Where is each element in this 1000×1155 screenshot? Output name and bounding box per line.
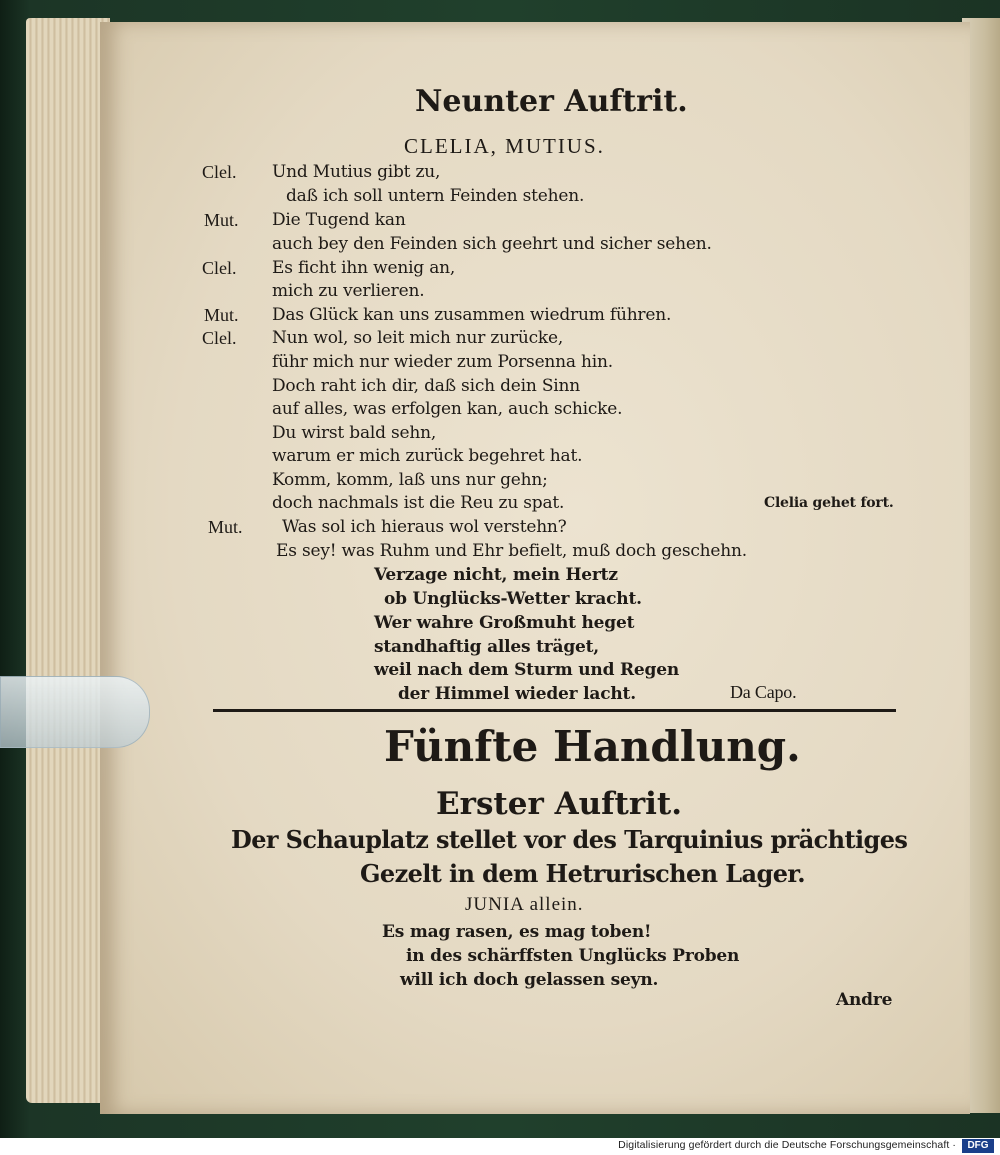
aria-line: Wer wahre Großmuht heget — [374, 613, 635, 633]
setting-line: Gezelt in dem Hetrurischen Lager. — [360, 859, 805, 888]
verse-line: Doch raht ich dir, daß sich dein Sinn — [272, 376, 581, 396]
catchword: Andre — [836, 990, 893, 1010]
verse-line: mich zu verlieren. — [272, 281, 425, 301]
verse-line: auf alles, was erfolgen kan, auch schicke. — [272, 399, 623, 419]
verse-line: auch bey den Feinden sich geehrt und sicher sehen. — [272, 234, 712, 254]
verse-line: führ mich nur wieder zum Porsenna hin. — [272, 352, 613, 372]
aria-line: standhaftig alles träget, — [374, 637, 600, 657]
da-capo-mark: Da Capo. — [730, 682, 797, 702]
aria-line: ob Unglücks-Wetter kracht. — [384, 589, 642, 609]
verse-line: Nun wol, so leit mich nur zurücke, — [272, 328, 564, 348]
aria2-line: Es mag rasen, es mag toben! — [382, 922, 652, 942]
aria2-line: will ich doch gelassen seyn. — [400, 970, 659, 990]
verse-line: Die Tugend kan — [272, 210, 406, 230]
speaker-label: Clel. — [202, 258, 237, 278]
speaker-label: Mut. — [208, 517, 243, 537]
aria-line: der Himmel wieder lacht. — [398, 684, 636, 704]
verse-line: Komm, komm, laß uns nur gehn; — [272, 470, 548, 490]
verse-line: Es sey! was Ruhm und Ehr befielt, muß doch geschehn. — [276, 541, 747, 561]
act-title: Fünfte Handlung. — [384, 722, 801, 771]
verse-line: Und Mutius gibt zu, — [272, 162, 441, 182]
verse-line: Was sol ich hieraus wol verstehn? — [282, 517, 567, 537]
verse-line: warum er mich zurück begehret hat. — [272, 446, 583, 466]
verse-line: daß ich soll untern Feinden stehen. — [286, 186, 585, 206]
verse-line: doch nachmals ist die Reu zu spat. — [272, 493, 565, 513]
speaker-label: Clel. — [202, 162, 237, 182]
scene-title: Neunter Auftrit. — [415, 84, 688, 119]
character-list: CLELIA, MUTIUS. — [404, 134, 605, 158]
speaker-label: Mut. — [204, 305, 239, 325]
scene2-title: Erster Auftrit. — [436, 786, 683, 822]
verse-line: Das Glück kan uns zusammen wiedrum führen. — [272, 305, 672, 325]
verse-line: Es ficht ihn wenig an, — [272, 258, 456, 278]
aria2-line: in des schärffsten Unglücks Proben — [406, 946, 740, 966]
book-page-edges — [26, 18, 110, 1103]
aria-line: weil nach dem Sturm und Regen — [374, 660, 679, 680]
section-rule — [213, 709, 896, 712]
setting-line: Der Schauplatz stellet vor des Tarquinius prächtiges — [231, 825, 908, 854]
verse-line: Du wirst bald sehn, — [272, 423, 437, 443]
page-clip — [0, 676, 150, 748]
footer-credit: Digitalisierung gefördert durch die Deutsche Forschungsgemeinschaft · — [618, 1139, 956, 1151]
dfg-logo: DFG — [962, 1139, 994, 1153]
speaker-label: Mut. — [204, 210, 239, 230]
stage-direction: Clelia gehet fort. — [764, 495, 894, 511]
aria-line: Verzage nicht, mein Hertz — [374, 565, 618, 585]
character-solo: JUNIA allein. — [465, 894, 584, 915]
speaker-label: Clel. — [202, 328, 237, 348]
